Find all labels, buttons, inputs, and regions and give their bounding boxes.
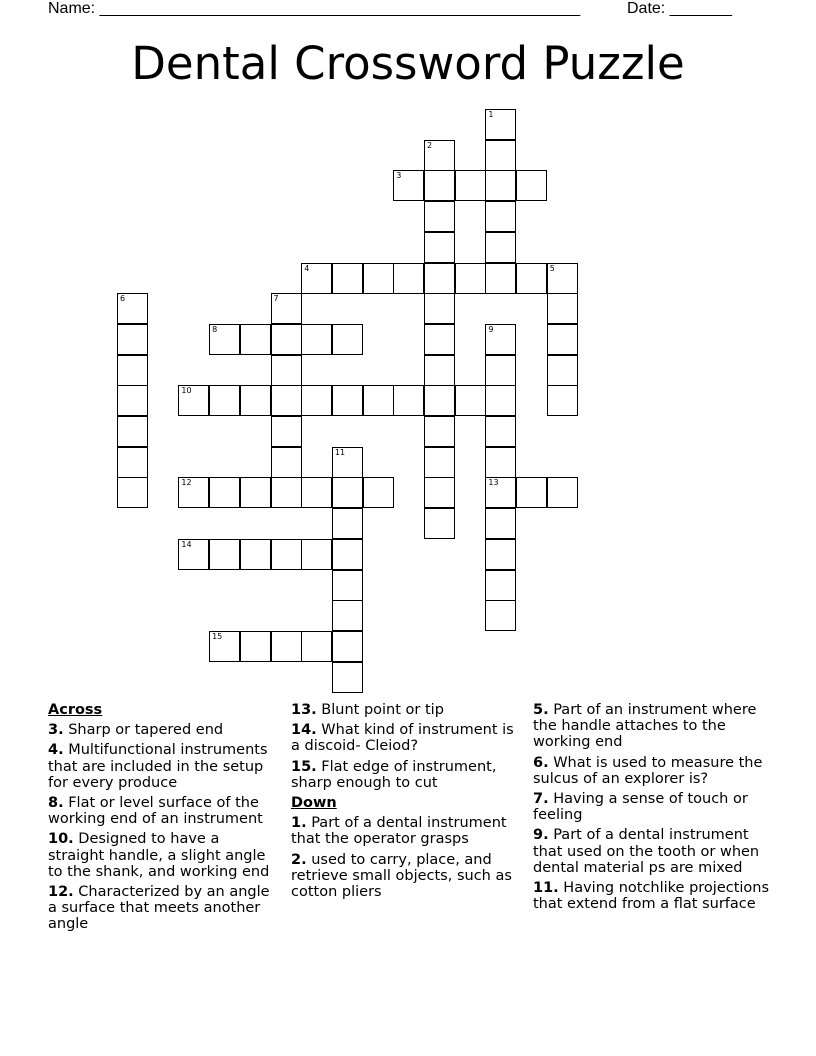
grid-cell[interactable] (332, 324, 363, 355)
clue-item (533, 755, 773, 787)
grid-cell[interactable] (485, 570, 516, 601)
grid-cell[interactable] (363, 477, 394, 508)
grid-cell[interactable] (332, 662, 363, 693)
grid-cell[interactable] (547, 324, 578, 355)
clue-item (533, 702, 773, 751)
clue-number: 2 (427, 140, 433, 150)
grid-cell[interactable] (271, 355, 302, 386)
grid-cell[interactable] (485, 170, 516, 201)
grid-cell[interactable] (424, 170, 455, 201)
clue-item-number: 11. (533, 880, 559, 897)
grid-cell[interactable] (117, 447, 148, 478)
grid-cell[interactable] (485, 477, 516, 508)
clue-number: 7 (273, 294, 279, 304)
clue-item (291, 852, 523, 901)
grid-cell[interactable] (547, 263, 578, 294)
grid-cell[interactable] (332, 263, 363, 294)
grid-cell[interactable] (301, 539, 332, 570)
grid-cell[interactable] (271, 447, 302, 478)
page-title: Dental Crossword Puzzle (131, 37, 685, 90)
clue-item-text: Flat edge of instrument, sharp enough to cut (291, 758, 497, 791)
grid-cell[interactable] (332, 539, 363, 570)
clue-item-text: Blunt point or tip (316, 702, 444, 718)
clue-item-number: 10. (48, 831, 74, 848)
clue-item (48, 884, 280, 933)
name-field-label[interactable]: Name: ______________________________________________________ (48, 0, 581, 17)
grid-cell[interactable] (485, 447, 516, 478)
clue-item-number: 2. (291, 851, 307, 868)
clue-item (291, 815, 523, 847)
clue-item-text: Part of an instrument where the handle attaches to the working end (533, 702, 757, 751)
grid-cell[interactable] (424, 477, 455, 508)
grid-cell[interactable] (393, 170, 424, 201)
clue-item-number: 15. (291, 758, 317, 775)
clue-item-number: 3. (48, 722, 64, 739)
grid-cell[interactable] (485, 263, 516, 294)
grid-cell[interactable] (209, 385, 240, 416)
clues-column-2 (291, 702, 523, 904)
grid-cell[interactable] (240, 539, 271, 570)
grid-cell[interactable] (363, 385, 394, 416)
clue-number: 4 (304, 263, 310, 273)
grid-cell[interactable] (455, 263, 486, 294)
down-heading: Down (291, 795, 337, 812)
grid-cell[interactable] (178, 477, 209, 508)
clue-item (533, 791, 773, 823)
clue-item-number: 8. (48, 795, 64, 812)
grid-cell[interactable] (271, 631, 302, 662)
grid-cell[interactable] (301, 385, 332, 416)
clue-item-number: 13. (291, 702, 317, 718)
grid-cell[interactable] (332, 570, 363, 601)
grid-cell[interactable] (485, 109, 516, 140)
clue-number: 10 (181, 386, 192, 396)
grid-cell[interactable] (485, 600, 516, 631)
grid-cell[interactable] (547, 293, 578, 324)
clue-item-number: 1. (291, 815, 307, 832)
grid-cell[interactable] (209, 324, 240, 355)
grid-cell[interactable] (332, 385, 363, 416)
clue-item (48, 742, 280, 791)
clue-number: 5 (549, 263, 555, 273)
clue-item (48, 831, 280, 880)
grid-cell[interactable] (424, 140, 455, 171)
clue-item-text: What is used to measure the sulcus of an explorer is? (533, 754, 763, 787)
clue-item-number: 14. (291, 722, 317, 739)
clues-column-3 (533, 702, 773, 916)
clue-item-number: 7. (533, 791, 549, 808)
grid-cell[interactable] (271, 539, 302, 570)
grid-cell[interactable] (516, 263, 547, 294)
clue-item-text: Multifunctional instruments that are included in the setup for every produce (48, 742, 268, 791)
grid-cell[interactable] (424, 508, 455, 539)
grid-cell[interactable] (485, 201, 516, 232)
grid-cell[interactable] (240, 631, 271, 662)
grid-cell[interactable] (117, 477, 148, 508)
grid-cell[interactable] (485, 232, 516, 263)
grid-cell[interactable] (301, 324, 332, 355)
grid-cell[interactable] (178, 539, 209, 570)
grid-cell[interactable] (547, 385, 578, 416)
grid-cell[interactable] (301, 477, 332, 508)
grid-cell[interactable] (424, 355, 455, 386)
grid-cell[interactable] (209, 539, 240, 570)
clue-number: 11 (334, 447, 346, 457)
grid-cell[interactable] (485, 355, 516, 386)
grid-cell[interactable] (516, 170, 547, 201)
grid-cell[interactable] (485, 385, 516, 416)
clue-item (48, 795, 280, 827)
grid-cell[interactable] (332, 447, 363, 478)
clue-item-text: used to carry, place, and retrieve small objects, such as cotton pliers (291, 851, 512, 901)
grid-cell[interactable] (424, 385, 455, 416)
grid-cell[interactable] (117, 355, 148, 386)
grid-cell[interactable] (363, 263, 394, 294)
clue-item (291, 722, 523, 754)
grid-cell[interactable] (485, 539, 516, 570)
grid-cell[interactable] (271, 477, 302, 508)
clue-item-number: 12. (48, 884, 74, 901)
date-field-label[interactable]: Date: _______ (627, 0, 732, 17)
grid-cell[interactable] (424, 201, 455, 232)
clue-item-text: Having notchlike projections that extend from a flat surface (533, 880, 770, 913)
grid-cell[interactable] (516, 477, 547, 508)
grid-cell[interactable] (117, 293, 148, 324)
grid-cell[interactable] (547, 477, 578, 508)
clue-item-text: Sharp or tapered end (63, 722, 224, 739)
clue-item (291, 702, 523, 718)
clue-item (291, 759, 523, 791)
clue-number: 14 (181, 539, 192, 549)
grid-cell[interactable] (240, 477, 271, 508)
grid-cell[interactable] (209, 477, 240, 508)
clue-item-text: Part of a dental instrument that the operator grasps (291, 815, 507, 848)
grid-cell[interactable] (209, 631, 240, 662)
grid-cell[interactable] (455, 385, 486, 416)
grid-cell[interactable] (485, 508, 516, 539)
clue-item-number: 6. (533, 754, 549, 771)
grid-cell[interactable] (332, 477, 363, 508)
clue-item (533, 880, 773, 912)
clue-item-text: Part of a dental instrument that used on the tooth or when dental material ps are mixed (533, 827, 760, 876)
clue-item-text: Designed to have a straight handle, a slight angle to the shank, and working end (48, 831, 270, 880)
clue-item-text: Flat or level surface of the working end of an instrument (48, 795, 263, 828)
grid-cell[interactable] (332, 508, 363, 539)
grid-cell[interactable] (424, 263, 455, 294)
grid-cell[interactable] (301, 631, 332, 662)
across-heading: Across (48, 702, 103, 718)
clue-item-number: 9. (533, 827, 549, 844)
grid-cell[interactable] (271, 385, 302, 416)
clue-number: 8 (212, 324, 218, 334)
grid-cell[interactable] (485, 140, 516, 171)
grid-cell[interactable] (424, 293, 455, 324)
clue-number: 13 (488, 478, 499, 488)
grid-cell[interactable] (271, 293, 302, 324)
clue-item-number: 4. (48, 742, 64, 759)
grid-cell[interactable] (117, 385, 148, 416)
grid-cell[interactable] (393, 263, 424, 294)
grid-cell[interactable] (424, 324, 455, 355)
grid-cell[interactable] (301, 263, 332, 294)
clue-number: 15 (212, 631, 223, 641)
grid-cell[interactable] (485, 324, 516, 355)
clue-number: 12 (181, 478, 192, 488)
clue-item-text: Characterized by an angle a surface that meets another angle (48, 884, 270, 933)
grid-cell[interactable] (332, 600, 363, 631)
grid-cell[interactable] (424, 232, 455, 263)
clue-item (533, 827, 773, 876)
clues-column-1 (48, 702, 280, 937)
clue-number: 6 (120, 294, 126, 304)
clue-item-text: Having a sense of touch or feeling (533, 791, 748, 824)
grid-cell[interactable] (547, 355, 578, 386)
grid-cell[interactable] (455, 170, 486, 201)
grid-cell[interactable] (117, 416, 148, 447)
grid-cell[interactable] (485, 416, 516, 447)
grid-cell[interactable] (332, 631, 363, 662)
grid-cell[interactable] (271, 324, 302, 355)
clue-number: 1 (488, 110, 494, 119)
clue-item-text: What kind of instrument is a discoid- Cleiod? (291, 722, 514, 755)
header (48, 0, 768, 20)
clue-number: 9 (488, 324, 494, 334)
grid-cell[interactable] (117, 324, 148, 355)
grid-cell[interactable] (393, 385, 424, 416)
clue-item-number: 5. (533, 702, 549, 718)
grid-cell[interactable] (178, 385, 209, 416)
grid-cell[interactable] (424, 416, 455, 447)
grid-cell[interactable] (424, 447, 455, 478)
clue-number: 3 (396, 171, 402, 181)
grid-cell[interactable] (240, 324, 271, 355)
clue-item (48, 722, 280, 738)
grid-cell[interactable] (271, 416, 302, 447)
grid-cell[interactable] (240, 385, 271, 416)
